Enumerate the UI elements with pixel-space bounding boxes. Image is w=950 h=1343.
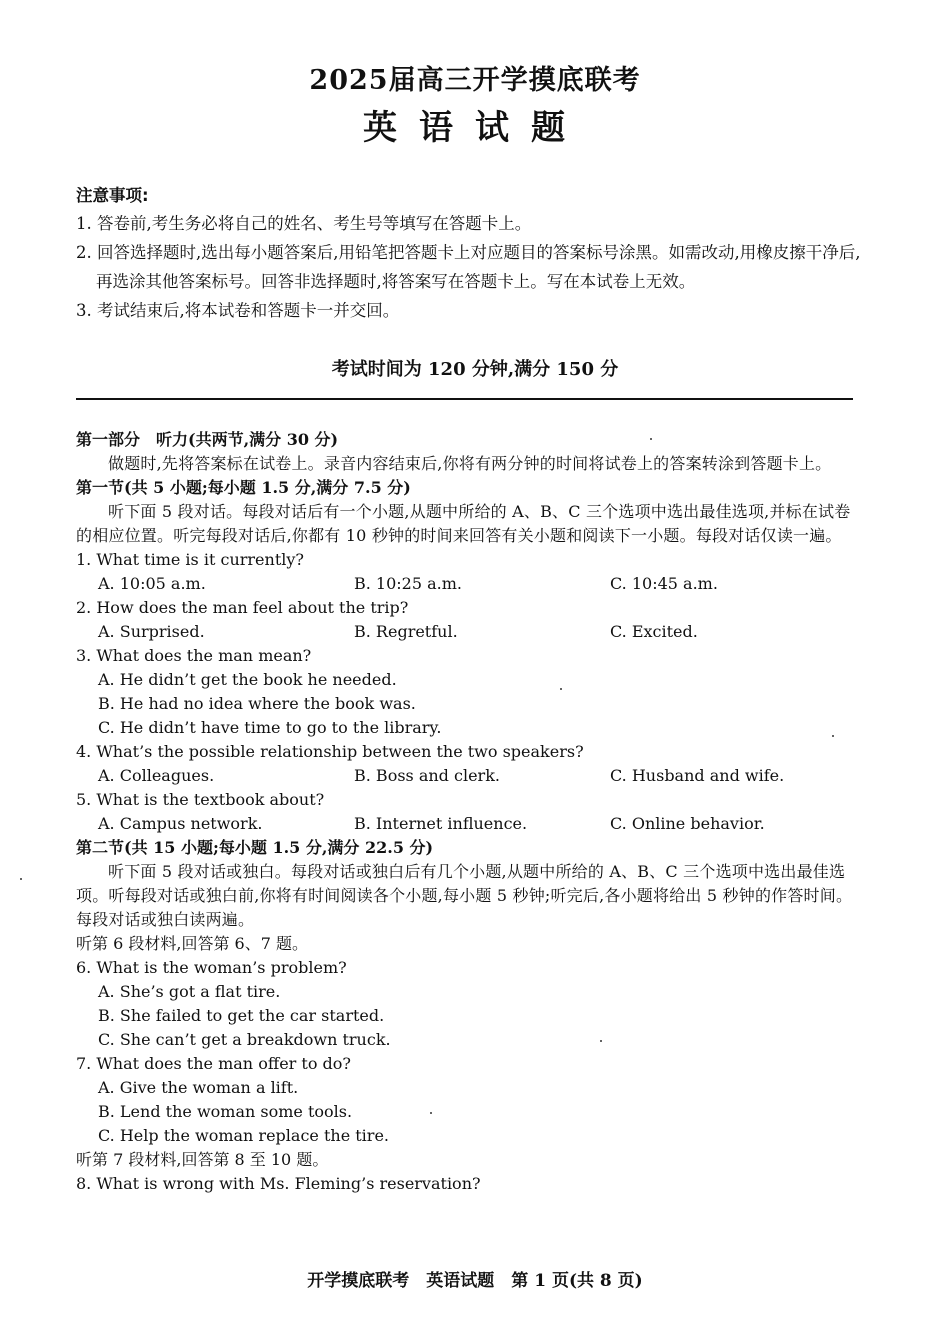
section1-intro: 听下面 5 段对话。每段对话后有一个小题,从题中所给的 A、B、C 三个选项中选出最佳选项,并标在试卷的相应位置。听完每段对话后,你都有 10 秒钟的时间来回答有关小题和阅读下一小题。每段对话仅读一遍。 (76, 502, 851, 545)
option-b: B. Boss and clerk. (354, 766, 500, 785)
question-5 (76, 788, 866, 836)
option-b: B. Lend the woman some tools. (98, 1102, 353, 1121)
scan-speck (600, 1040, 602, 1042)
subject-title: 英语试题 (363, 108, 587, 148)
exam-title: 2025届高三开学摸底联考 (309, 65, 641, 96)
options-row (76, 812, 866, 836)
options-row (76, 620, 866, 644)
question-text: 2. How does the man feel about the trip? (76, 598, 409, 617)
option-a: A. Surprised. (98, 622, 205, 641)
option-c: C. Excited. (610, 622, 698, 641)
note-item-3: 3. 考试结束后,将本试卷和答题卡一并交回。 (76, 301, 400, 320)
option-a: A. He didn’t get the book he needed. (98, 670, 397, 689)
option-c: C. Online behavior. (610, 814, 765, 833)
option-b: B. He had no idea where the book was. (98, 694, 416, 713)
option-b: B. Internet influence. (354, 814, 528, 833)
options-row (76, 764, 866, 788)
options-row (76, 572, 866, 596)
question-7 (76, 1052, 866, 1148)
divider-line (76, 398, 853, 400)
option-a: A. She’s got a flat tire. (98, 982, 281, 1001)
section2-heading: 第二节(共 15 小题;每小题 1.5 分,满分 22.5 分) (76, 838, 434, 857)
listening-part (76, 428, 866, 1196)
notes-heading: 注意事项: (76, 186, 149, 205)
option-b: B. 10:25 a.m. (354, 574, 463, 593)
question-8: 8. What is wrong with Ms. Fleming’s reservation? (76, 1174, 481, 1193)
option-a: A. 10:05 a.m. (98, 574, 206, 593)
option-b: B. Regretful. (354, 622, 458, 641)
part1-intro: 做题时,先将答案标在试卷上。录音内容结束后,你将有两分钟的时间将试卷上的答案转涂到答题卡上。 (108, 454, 832, 473)
option-a: A. Give the woman a lift. (98, 1078, 299, 1097)
notes-block (76, 183, 866, 325)
option-c: C. 10:45 a.m. (610, 574, 718, 593)
scan-speck (430, 1112, 432, 1114)
section1-heading: 第一节(共 5 小题;每小题 1.5 分,满分 7.5 分) (76, 478, 411, 497)
question-text: 7. What does the man offer to do? (76, 1054, 351, 1073)
section2-intro: 听下面 5 段对话或独白。每段对话或独白后有几个小题,从题中所给的 A、B、C 三个选项中选出最佳选项。听每段对话或独白前,你将有时间阅读各个小题,每小题 5 秒钟;听完后,各小题将给出 5 秒钟的作答时间。每段对话或独白读两遍。 (76, 862, 853, 929)
scan-speck (650, 438, 652, 440)
option-c: C. Husband and wife. (610, 766, 785, 785)
question-text: 6. What is the woman’s problem? (76, 958, 347, 977)
option-c: C. He didn’t have time to go to the library. (98, 718, 442, 737)
option-b: B. She failed to get the car started. (98, 1006, 385, 1025)
scan-speck (560, 688, 562, 690)
option-c: C. She can’t get a breakdown truck. (98, 1030, 391, 1049)
scan-speck (832, 735, 834, 737)
question-text: 1. What time is it currently? (76, 550, 304, 569)
page-footer: 开学摸底联考 英语试题 第 1 页(共 8 页) (307, 1271, 643, 1291)
material-6-instruction: 听第 6 段材料,回答第 6、7 题。 (76, 934, 308, 953)
question-6 (76, 956, 866, 1052)
question-1 (76, 548, 866, 596)
material-7-instruction: 听第 7 段材料,回答第 8 至 10 题。 (76, 1150, 329, 1169)
question-3 (76, 644, 866, 740)
question-text: 3. What does the man mean? (76, 646, 312, 665)
option-c: C. Help the woman replace the tire. (98, 1126, 389, 1145)
question-4 (76, 740, 866, 788)
scan-speck (20, 878, 22, 880)
question-text: 4. What’s the possible relationship between the two speakers? (76, 742, 584, 761)
question-2 (76, 596, 866, 644)
note-item-1: 1. 答卷前,考生务必将自己的姓名、考生号等填写在答题卡上。 (76, 214, 532, 233)
exam-time: 考试时间为 120 分钟,满分 150 分 (331, 359, 619, 380)
note-item-2: 2. 回答选择题时,选出每小题答案后,用铅笔把答题卡上对应题目的答案标号涂黑。如需改动,用橡皮擦干净后,再选涂其他答案标号。回答非选择题时,将答案写在答题卡上。写在本试卷上无效。 (76, 243, 861, 291)
option-a: A. Colleagues. (98, 766, 215, 785)
question-text: 5. What is the textbook about? (76, 790, 325, 809)
option-a: A. Campus network. (98, 814, 263, 833)
part1-heading: 第一部分 听力(共两节,满分 30 分) (76, 430, 339, 449)
